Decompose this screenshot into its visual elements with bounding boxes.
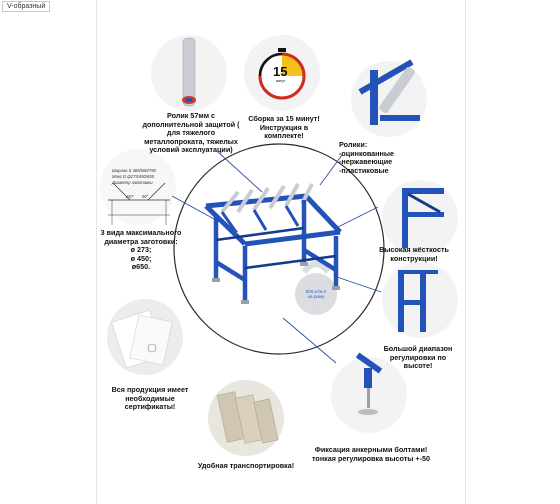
timer-unit: минут — [276, 79, 286, 83]
roller-tube-icon — [183, 38, 195, 106]
caption-rigidity: Высокая жёсткость конструкции! — [379, 245, 449, 263]
caption-roller: Ролик 57мм с дополнительной защитой ( для тяжелого металлопроката, тяжелых условий эксплуатации) — [142, 111, 240, 155]
diagram-width-label: Ширина S 385/580/780 — [112, 168, 156, 173]
caption-anchor: Фиксация анкерными болтами! тонкая регулировка высоты +-50 — [312, 445, 431, 463]
thumb-diagram — [100, 149, 176, 225]
anchor-bolt-icon — [367, 388, 370, 408]
caption-assembly: Сборка за 15 минут! Инструкция в комплекте! — [248, 114, 320, 141]
center-ring — [174, 144, 384, 354]
diagram-angle: 90° — [142, 194, 149, 199]
timer-number: 15 — [273, 64, 288, 79]
variant-tag: V-образный — [2, 1, 50, 12]
caption-diameters: 3 вида максимального диаметра заготовки: ø 273; ø 450; ø650. — [100, 228, 182, 272]
caption-height-range: Большой диапазон регулировки по высоте! — [383, 344, 453, 371]
thumb-certificates — [107, 299, 183, 375]
diagram-roller-dim: ø57 — [126, 194, 134, 199]
thumb-rollers — [351, 59, 427, 137]
diagram-caption: Диаметр заготовки — [112, 180, 153, 185]
thumb-roller — [151, 35, 227, 111]
load-capacity-label: 500 кг/м.п на раму — [305, 289, 327, 300]
thumb-height — [382, 262, 458, 338]
thumb-transport — [208, 380, 284, 456]
diagram-diameter-label: Макс D ф273/450/650 — [112, 174, 155, 179]
leader-lines — [172, 152, 381, 363]
caption-certificates: Вся продукция имеет необходимые сертификаты! — [111, 385, 189, 412]
caption-transport: Удобная транспортировка! — [197, 461, 295, 470]
caption-rollers-types: Ролики: -оцинкованные -нержавеющие -пластиковые — [339, 140, 394, 175]
